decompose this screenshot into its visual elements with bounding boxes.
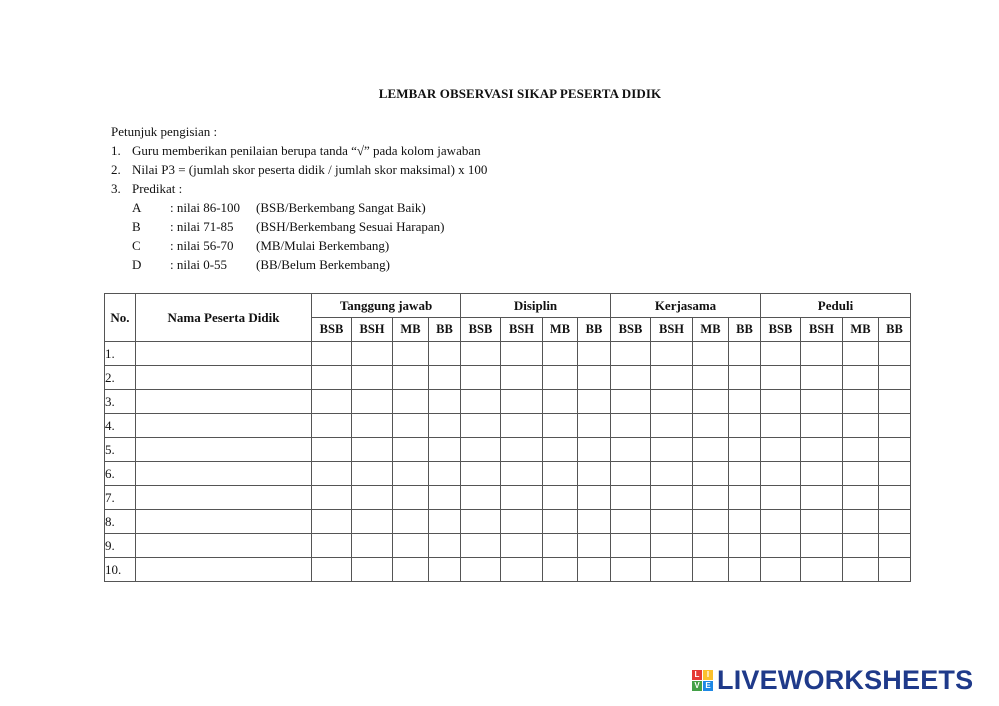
check-cell[interactable]: [312, 414, 352, 438]
check-cell[interactable]: [501, 534, 543, 558]
instruction-number: 1.: [111, 143, 121, 158]
check-cell[interactable]: [843, 510, 879, 534]
check-cell[interactable]: [611, 462, 651, 486]
check-cell[interactable]: [729, 534, 761, 558]
check-cell[interactable]: [312, 438, 352, 462]
check-cell[interactable]: [543, 534, 578, 558]
logo-mark-letter: L: [692, 670, 702, 680]
check-cell[interactable]: [843, 534, 879, 558]
check-cell[interactable]: [879, 342, 911, 366]
check-cell[interactable]: [429, 438, 461, 462]
check-cell[interactable]: [843, 390, 879, 414]
check-cell[interactable]: [729, 414, 761, 438]
student-name-cell[interactable]: [136, 438, 312, 462]
check-cell[interactable]: [312, 342, 352, 366]
check-cell[interactable]: [461, 462, 501, 486]
observation-table: [104, 293, 911, 582]
student-name-cell[interactable]: [136, 342, 312, 366]
check-cell[interactable]: [543, 486, 578, 510]
check-cell[interactable]: [651, 534, 693, 558]
check-cell[interactable]: [501, 462, 543, 486]
grade-letter: A: [132, 200, 142, 215]
check-cell[interactable]: [843, 558, 879, 582]
check-cell[interactable]: [761, 390, 801, 414]
check-cell[interactable]: [461, 390, 501, 414]
check-cell[interactable]: [312, 534, 352, 558]
subcolumn-header: BSH: [801, 318, 843, 342]
instruction-text: Guru memberikan penilaian berupa tanda “√” pada kolom jawaban: [132, 143, 481, 158]
check-cell[interactable]: [501, 486, 543, 510]
check-cell[interactable]: [761, 414, 801, 438]
grade-letter: B: [132, 219, 141, 234]
check-cell[interactable]: [729, 438, 761, 462]
instruction-number: 2.: [111, 162, 121, 177]
table-row: [105, 342, 911, 366]
check-cell[interactable]: [801, 414, 843, 438]
row-number: 5.: [105, 438, 136, 462]
check-cell[interactable]: [461, 558, 501, 582]
check-cell[interactable]: [651, 558, 693, 582]
check-cell[interactable]: [352, 462, 393, 486]
check-cell[interactable]: [393, 438, 429, 462]
check-cell[interactable]: [651, 366, 693, 390]
check-cell[interactable]: [801, 510, 843, 534]
table-row: [105, 438, 911, 462]
check-cell[interactable]: [801, 342, 843, 366]
instructions-heading: Petunjuk pengisian :: [111, 124, 218, 139]
check-cell[interactable]: [729, 510, 761, 534]
grade-row: [111, 217, 487, 236]
grade-range: : nilai 86-100: [170, 200, 241, 215]
row-number: 2.: [105, 366, 136, 390]
check-cell[interactable]: [879, 558, 911, 582]
check-cell[interactable]: [312, 510, 352, 534]
check-cell[interactable]: [352, 414, 393, 438]
check-cell[interactable]: [729, 558, 761, 582]
subcolumn-header: MB: [543, 318, 578, 342]
check-cell[interactable]: [461, 486, 501, 510]
check-cell[interactable]: [543, 462, 578, 486]
subcolumn-header: BSB: [611, 318, 651, 342]
check-cell[interactable]: [611, 366, 651, 390]
check-cell[interactable]: [352, 534, 393, 558]
table-header-row: [105, 294, 911, 318]
check-cell[interactable]: [543, 342, 578, 366]
check-cell[interactable]: [578, 534, 611, 558]
check-cell[interactable]: [801, 390, 843, 414]
check-cell[interactable]: [611, 414, 651, 438]
column-header-no: No.: [105, 294, 136, 342]
check-cell[interactable]: [461, 438, 501, 462]
check-cell[interactable]: [693, 366, 729, 390]
check-cell[interactable]: [761, 462, 801, 486]
check-cell[interactable]: [312, 462, 352, 486]
check-cell[interactable]: [352, 510, 393, 534]
check-cell[interactable]: [843, 486, 879, 510]
check-cell[interactable]: [352, 390, 393, 414]
check-cell[interactable]: [543, 390, 578, 414]
subcolumn-header: BB: [729, 318, 761, 342]
check-cell[interactable]: [312, 558, 352, 582]
grade-row: [111, 255, 487, 274]
subcolumn-header: BB: [578, 318, 611, 342]
check-cell[interactable]: [651, 438, 693, 462]
group-header-tanggung-jawab: Tanggung jawab: [312, 294, 461, 318]
check-cell[interactable]: [801, 462, 843, 486]
page-title: LEMBAR OBSERVASI SIKAP PESERTA DIDIK: [378, 86, 662, 101]
check-cell[interactable]: [352, 486, 393, 510]
check-cell[interactable]: [693, 510, 729, 534]
check-cell[interactable]: [501, 558, 543, 582]
check-cell[interactable]: [393, 510, 429, 534]
table-row: [105, 486, 911, 510]
logo-mark-letter: E: [703, 681, 713, 691]
logo-mark-icon: [692, 670, 713, 691]
check-cell[interactable]: [611, 390, 651, 414]
student-name-cell[interactable]: [136, 414, 312, 438]
check-cell[interactable]: [693, 486, 729, 510]
subcolumn-header: BSH: [352, 318, 393, 342]
check-cell[interactable]: [578, 486, 611, 510]
group-header-peduli: Peduli: [761, 294, 911, 318]
table-body: [105, 342, 911, 582]
check-cell[interactable]: [729, 462, 761, 486]
check-cell[interactable]: [761, 342, 801, 366]
grade-range: : nilai 71-85: [170, 219, 234, 234]
subcolumn-header: BB: [879, 318, 911, 342]
check-cell[interactable]: [879, 534, 911, 558]
check-cell[interactable]: [578, 438, 611, 462]
student-name-cell[interactable]: [136, 486, 312, 510]
check-cell[interactable]: [461, 414, 501, 438]
grade-description: (BB/Belum Berkembang): [256, 257, 390, 272]
instruction-text: Nilai P3 = (jumlah skor peserta didik / jumlah skor maksimal) x 100: [132, 162, 488, 177]
logo-mark-letter: V: [692, 681, 702, 691]
check-cell[interactable]: [801, 438, 843, 462]
subcolumn-header: BSB: [761, 318, 801, 342]
grade-letter: C: [132, 238, 141, 253]
table-row: [105, 390, 911, 414]
check-cell[interactable]: [501, 390, 543, 414]
check-cell[interactable]: [693, 462, 729, 486]
check-cell[interactable]: [611, 486, 651, 510]
check-cell[interactable]: [651, 462, 693, 486]
grade-range: : nilai 56-70: [170, 238, 234, 253]
subcolumn-header: BSH: [501, 318, 543, 342]
row-number: 8.: [105, 510, 136, 534]
student-name-cell[interactable]: [136, 558, 312, 582]
check-cell[interactable]: [651, 342, 693, 366]
check-cell[interactable]: [801, 366, 843, 390]
grade-range: : nilai 0-55: [170, 257, 228, 272]
check-cell[interactable]: [461, 534, 501, 558]
instruction-text: Predikat :: [132, 181, 183, 196]
check-cell[interactable]: [611, 342, 651, 366]
table-row: [105, 414, 911, 438]
grade-letter: D: [132, 257, 142, 272]
check-cell[interactable]: [693, 534, 729, 558]
subcolumn-header: MB: [393, 318, 429, 342]
check-cell[interactable]: [879, 366, 911, 390]
row-number: 6.: [105, 462, 136, 486]
group-header-disiplin: Disiplin: [461, 294, 611, 318]
check-cell[interactable]: [429, 558, 461, 582]
check-cell[interactable]: [501, 510, 543, 534]
instruction-item: [111, 160, 487, 179]
check-cell[interactable]: [578, 414, 611, 438]
check-cell[interactable]: [352, 558, 393, 582]
check-cell[interactable]: [761, 438, 801, 462]
table-row: [105, 558, 911, 582]
check-cell[interactable]: [879, 438, 911, 462]
check-cell[interactable]: [761, 558, 801, 582]
table-row: [105, 534, 911, 558]
check-cell[interactable]: [801, 558, 843, 582]
check-cell[interactable]: [651, 486, 693, 510]
row-number: 10.: [105, 558, 136, 582]
check-cell[interactable]: [693, 558, 729, 582]
check-cell[interactable]: [461, 510, 501, 534]
check-cell[interactable]: [729, 342, 761, 366]
instructions: [111, 122, 487, 274]
check-cell[interactable]: [578, 462, 611, 486]
logo-mark-letter: I: [703, 670, 713, 680]
check-cell[interactable]: [352, 438, 393, 462]
check-cell[interactable]: [501, 366, 543, 390]
check-cell[interactable]: [543, 510, 578, 534]
check-cell[interactable]: [879, 390, 911, 414]
check-cell[interactable]: [501, 342, 543, 366]
check-cell[interactable]: [352, 366, 393, 390]
subcolumn-header: BSH: [651, 318, 693, 342]
check-cell[interactable]: [843, 342, 879, 366]
check-cell[interactable]: [543, 558, 578, 582]
check-cell[interactable]: [312, 390, 352, 414]
check-cell[interactable]: [461, 366, 501, 390]
check-cell[interactable]: [843, 438, 879, 462]
check-cell[interactable]: [879, 414, 911, 438]
grade-row: [111, 198, 487, 217]
student-name-cell[interactable]: [136, 534, 312, 558]
check-cell[interactable]: [879, 486, 911, 510]
check-cell[interactable]: [429, 414, 461, 438]
check-cell[interactable]: [393, 462, 429, 486]
row-number: 9.: [105, 534, 136, 558]
check-cell[interactable]: [879, 510, 911, 534]
instruction-item: [111, 179, 487, 198]
table-row: [105, 462, 911, 486]
check-cell[interactable]: [461, 342, 501, 366]
check-cell[interactable]: [651, 510, 693, 534]
check-cell[interactable]: [761, 366, 801, 390]
check-cell[interactable]: [843, 414, 879, 438]
subcolumn-header: BSB: [312, 318, 352, 342]
grade-description: (BSB/Berkembang Sangat Baik): [256, 200, 426, 215]
check-cell[interactable]: [729, 390, 761, 414]
check-cell[interactable]: [693, 438, 729, 462]
check-cell[interactable]: [843, 366, 879, 390]
check-cell[interactable]: [801, 486, 843, 510]
check-cell[interactable]: [651, 414, 693, 438]
instruction-item: [111, 141, 487, 160]
check-cell[interactable]: [611, 534, 651, 558]
check-cell[interactable]: [729, 366, 761, 390]
check-cell[interactable]: [801, 534, 843, 558]
check-cell[interactable]: [429, 510, 461, 534]
logo-text: LIVEWORKSHEETS: [717, 664, 974, 695]
table-row: [105, 366, 911, 390]
column-header-name: Nama Peserta Didik: [136, 294, 312, 342]
check-cell[interactable]: [543, 414, 578, 438]
check-cell[interactable]: [578, 390, 611, 414]
check-cell[interactable]: [761, 534, 801, 558]
check-cell[interactable]: [651, 390, 693, 414]
check-cell[interactable]: [729, 486, 761, 510]
grade-description: (MB/Mulai Berkembang): [256, 238, 390, 253]
check-cell[interactable]: [429, 366, 461, 390]
table-row: [105, 510, 911, 534]
student-name-cell[interactable]: [136, 366, 312, 390]
check-cell[interactable]: [429, 342, 461, 366]
check-cell[interactable]: [611, 510, 651, 534]
check-cell[interactable]: [578, 558, 611, 582]
student-name-cell[interactable]: [136, 510, 312, 534]
row-number: 3.: [105, 390, 136, 414]
check-cell[interactable]: [543, 366, 578, 390]
subcolumn-header: MB: [693, 318, 729, 342]
check-cell[interactable]: [843, 462, 879, 486]
check-cell[interactable]: [761, 486, 801, 510]
student-name-cell[interactable]: [136, 462, 312, 486]
check-cell[interactable]: [393, 414, 429, 438]
check-cell[interactable]: [429, 390, 461, 414]
check-cell[interactable]: [429, 534, 461, 558]
subcolumn-header: MB: [843, 318, 879, 342]
check-cell[interactable]: [693, 390, 729, 414]
check-cell[interactable]: [352, 342, 393, 366]
check-cell[interactable]: [611, 558, 651, 582]
row-number: 4.: [105, 414, 136, 438]
row-number: 1.: [105, 342, 136, 366]
check-cell[interactable]: [501, 414, 543, 438]
check-cell[interactable]: [611, 438, 651, 462]
check-cell[interactable]: [578, 342, 611, 366]
check-cell[interactable]: [393, 558, 429, 582]
check-cell[interactable]: [761, 510, 801, 534]
instruction-number: 3.: [111, 181, 121, 196]
group-header-kerjasama: Kerjasama: [611, 294, 761, 318]
grade-row: [111, 236, 487, 255]
check-cell[interactable]: [393, 342, 429, 366]
check-cell[interactable]: [543, 438, 578, 462]
check-cell[interactable]: [879, 462, 911, 486]
liveworksheets-logo: [692, 664, 973, 696]
row-number: 7.: [105, 486, 136, 510]
check-cell[interactable]: [429, 486, 461, 510]
check-cell[interactable]: [393, 366, 429, 390]
check-cell[interactable]: [578, 510, 611, 534]
check-cell[interactable]: [393, 486, 429, 510]
check-cell[interactable]: [578, 366, 611, 390]
subcolumn-header: BB: [429, 318, 461, 342]
check-cell[interactable]: [393, 534, 429, 558]
check-cell[interactable]: [693, 342, 729, 366]
check-cell[interactable]: [312, 486, 352, 510]
check-cell[interactable]: [501, 438, 543, 462]
student-name-cell[interactable]: [136, 390, 312, 414]
grade-description: (BSH/Berkembang Sesuai Harapan): [256, 219, 445, 234]
check-cell[interactable]: [693, 414, 729, 438]
subcolumn-header: BSB: [461, 318, 501, 342]
check-cell[interactable]: [429, 462, 461, 486]
check-cell[interactable]: [393, 390, 429, 414]
check-cell[interactable]: [312, 366, 352, 390]
